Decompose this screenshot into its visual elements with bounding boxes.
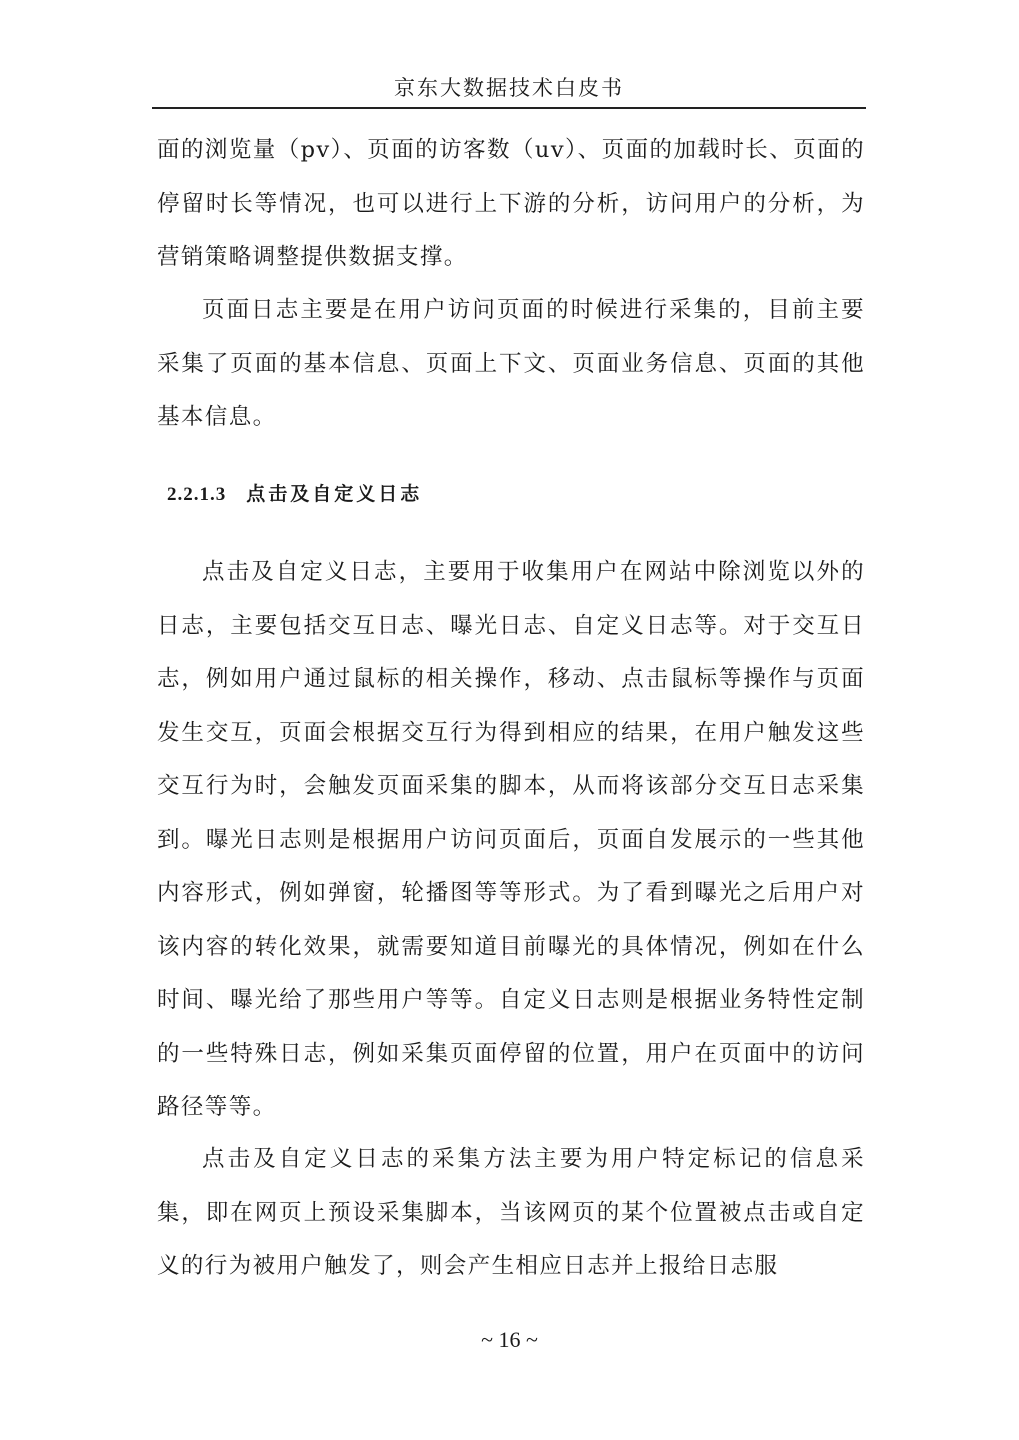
paragraph-click-method: 点击及自定义日志的采集方法主要为用户特定标记的信息采集，即在网页上预设采集脚本，当该网页的某个位置被点击或自定义的行为被用户触发了，则会产生相应日志并上报给日志服 (157, 1146, 865, 1279)
section-title: 点击及自定义日志 (246, 483, 423, 505)
running-header: 京东大数据技术白皮书 (394, 76, 624, 100)
header-divider (152, 107, 866, 109)
paragraph-continued: 面的浏览量（pv）、页面的访客数（uv）、页面的加载时长、页面的停留时长等情况，也可以进行上下游的分析，访问用户的分析，为营销策略调整提供数据支撑。 (157, 137, 865, 270)
paragraph-page-log: 页面日志主要是在用户访问页面的时候进行采集的，目前主要采集了页面的基本信息、页面上下文、页面业务信息、页面的其他基本信息。 (157, 297, 865, 430)
section-heading (167, 478, 422, 511)
page-number: ~ 16 ~ (481, 1327, 538, 1352)
section-number: 2.2.1.3 (167, 484, 227, 505)
paragraph-click-intro: 点击及自定义日志，主要用于收集用户在网站中除浏览以外的日志，主要包括交互日志、曝光日志、自定义日志等。对于交互日志，例如用户通过鼠标的相关操作，移动、点击鼠标等操作与页面发生交互，页面会根据交互行为得到相应的结果，在用户触发这些交互行为时，会触发页面采集的脚本，从而将该部分交互日志采集到。曝光日志则是根据用户访问页面后，页面自发展示的一些其他内容形式，例如弹窗，轮播图等等形式。为了看到曝光之后用户对该内容的转化效果，就需要知道目前曝光的具体情况，例如在什么时间、曝光给了那些用户等等。自定义日志则是根据业务特性定制的一些特殊日志，例如采集页面停留的位置，用户在页面中的访问路径等等。 (157, 559, 865, 1120)
